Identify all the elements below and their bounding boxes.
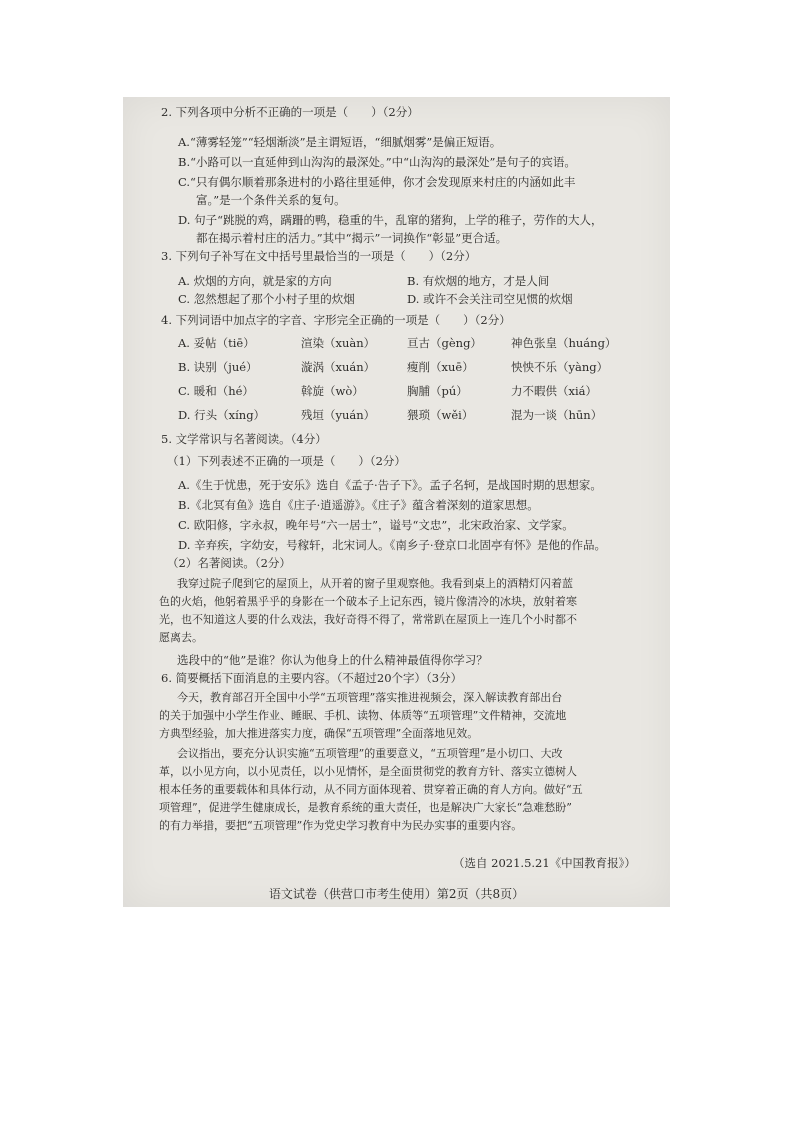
q5-stem: 5. 文学常识与名著阅读。（4分） [161,432,327,446]
q5-passage-line-4: 愿离去。 [159,631,203,644]
q2-option-d: D. 句子“跳脱的鸡，蹒跚的鸭，稳重的牛，乱窜的猪狗，上学的稚子，劳作的大人， [178,213,603,227]
q4-row-c-3: 胸脯（pú） [407,384,468,398]
q5-option-d: D. 辛弃疾，字幼安，号稼轩，北宋词人。《南乡子·登京口北固亭有怀》是他的作品。 [178,538,607,552]
q5-question: 选段中的“他”是谁？你认为他身上的什么精神最值得你学习？ [177,653,488,667]
exam-page [123,97,670,907]
q5-option-a: A.《生于忧患，死于安乐》选自《孟子·告子下》。孟子名轲，是战国时期的思想家。 [178,478,602,492]
q3-option-b: B. 有炊烟的地方，才是人间 [407,274,550,288]
q6-passage-line-4: 会议指出，要充分认识实施“五项管理”的重要意义，“五项管理”是小切口、大改 [177,747,563,760]
q6-passage-line-1: 今天，教育部召开全国中小学“五项管理”落实推进视频会，深入解读教育部出台 [177,691,563,704]
q5-sub1: （1）下列表述不正确的一项是（ ）（2分） [167,454,406,468]
q4-row-d-2: 残垣（yuán） [301,408,376,422]
q4-row-b-1: B. 诀别（jué） [178,360,258,374]
q4-row-a-4: 神色张皇（huáng） [511,336,617,350]
q2-option-c-cont: 富。”是一个条件关系的复句。 [196,193,346,207]
q5-option-b: B.《北冥有鱼》选自《庄子·逍遥游》。《庄子》蕴含着深刻的道家思想。 [178,498,539,512]
q4-row-d-4: 混为一谈（hūn） [511,408,603,422]
q5-passage-line-1: 我穿过院子爬到它的屋顶上，从开着的窗子里观察他。我看到桌上的酒精灯闪着蓝 [177,577,573,590]
q4-stem: 4. 下列词语中加点字的字音、字形完全正确的一项是（ ）（2分） [161,313,511,327]
q4-row-c-1: C. 暖和（hé） [178,384,254,398]
q4-row-d-1: D. 行头（xíng） [178,408,266,422]
q3-option-c: C. 忽然想起了那个小村子里的炊烟 [178,292,355,306]
q3-option-d: D. 或许不会关注司空见惯的炊烟 [407,292,573,306]
q4-row-c-2: 斡旋（wò） [301,384,364,398]
q3-stem: 3. 下列句子补写在文中括号里最恰当的一项是（ ）（2分） [161,249,477,263]
q2-option-d-cont: 都在揭示着村庄的活力。”其中“揭示”一词换作“彰显”更合适。 [196,231,508,245]
q4-row-b-3: 瘦削（xuē） [407,360,474,374]
q5-passage-line-3: 光，也不知道这人要的什么戏法，我好奇得不得了，常常趴在屋顶上一连几个小时都不 [159,613,577,626]
q2-option-c: C.“只有偶尔顺着那条进村的小路往里延伸，你才会发现原来村庄的内涵如此丰 [178,175,576,189]
q6-passage-line-8: 的有力举措，要把“五项管理”作为党史学习教育中为民办实事的重要内容。 [159,819,523,832]
q6-stem: 6. 简要概括下面消息的主要内容。（不超过20个字）（3分） [161,671,463,685]
q2-stem: 2. 下列各项中分析不正确的一项是（ ）（2分） [161,105,419,119]
q6-passage-line-6: 根本任务的重要载体和具体行动，从不同方面体现着、贯穿着正确的育人方向。做好“五 [159,783,583,796]
q4-row-a-3: 亘古（gèng） [407,336,482,350]
q3-option-a: A. 炊烟的方向，就是家的方向 [178,274,332,288]
q4-row-a-1: A. 妥帖（tiē） [178,336,255,350]
q4-row-d-3: 猥琐（wěi） [407,408,474,422]
q4-row-a-2: 渲染（xuàn） [301,336,376,350]
q4-row-b-2: 漩涡（xuán） [301,360,376,374]
q6-source: （选自 2021.5.21《中国教育报》） [453,856,636,870]
q5-option-c: C. 欧阳修，字永叔，晚年号“六一居士”，谥号“文忠”，北宋政治家、文学家。 [178,518,574,532]
q5-passage-line-2: 色的火焰，他躬着黑乎乎的身影在一个破本子上记东西，镜片像清冷的冰块，放射着寒 [159,595,577,608]
q2-option-a: A.“薄雾轻笼”“轻烟渐淡”是主谓短语，“细腻烟雾”是偏正短语。 [178,135,502,149]
q4-row-b-4: 怏怏不乐（yàng） [511,360,609,374]
q6-passage-line-7: 项管理”，促进学生健康成长，是教育系统的重大责任，也是解决广大家长“急难愁盼” [159,801,572,814]
q6-passage-line-5: 革，以小见方向，以小见责任，以小见情怀，是全面贯彻党的教育方针、落实立德树人 [159,765,577,778]
q2-option-b: B.“小路可以一直延伸到山沟沟的最深处。”中“山沟沟的最深处”是句子的宾语。 [178,155,576,169]
q6-passage-line-2: 的关于加强中小学生作业、睡眠、手机、读物、体质等“五项管理”文件精神，交流地 [159,709,567,722]
q5-sub2: （2）名著阅读。（2分） [167,556,291,570]
q4-row-c-4: 力不暇供（xiá） [511,384,598,398]
page-footer: 语文试卷（供营口市考生使用）第2页（共8页） [268,887,525,901]
q6-passage-line-3: 方典型经验，加大推进落实力度，确保“五项管理”全面落地见效。 [159,727,479,740]
